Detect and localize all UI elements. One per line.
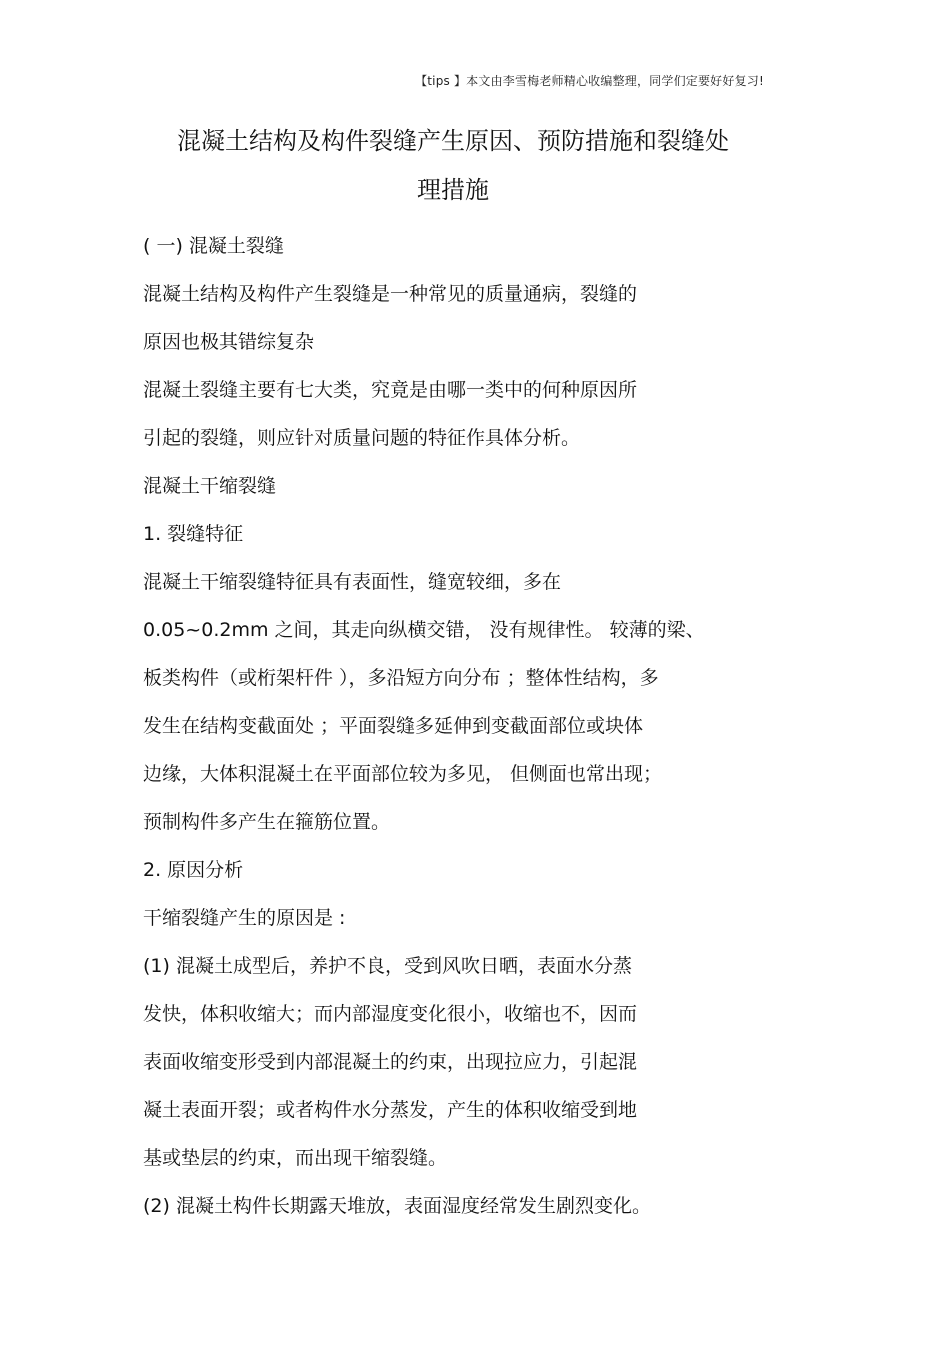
paragraph-line: (1) 混凝土成型后，养护不良，受到风吹日晒，表面水分蒸 — [143, 955, 632, 977]
paragraph-line: 边缘，大体积混凝土在平面部位较为多见， 但侧面也常出现； — [143, 763, 663, 785]
paragraph-line: 表面收缩变形受到内部混凝土的约束，出现拉应力，引起混 — [143, 1051, 638, 1073]
paragraph-line: 基或垫层的约束，而出现干缩裂缝。 — [143, 1147, 448, 1169]
subsection-heading: 1. 裂缝特征 — [143, 523, 244, 545]
paragraph-line: 混凝土结构及构件产生裂缝是一种常见的质量通病，裂缝的 — [143, 283, 638, 305]
paragraph-line: 板类构件（或桁架杆件 ），多沿短方向分布 ；整体性结构，多 — [143, 667, 659, 689]
paragraph-line: 干缩裂缝产生的原因是 : — [143, 907, 346, 929]
paragraph-line: 混凝土裂缝主要有七大类，究竟是由哪一类中的何种原因所 — [143, 379, 638, 401]
document-title-line-1: 混凝土结构及构件裂缝产生原因、预防措施和裂缝处 — [177, 127, 729, 155]
paragraph-line: 混凝土干缩裂缝特征具有表面性，缝宽较细，多在 — [143, 571, 562, 593]
document-title-line-2: 理措施 — [417, 176, 489, 204]
subsection-heading: 2. 原因分析 — [143, 859, 244, 881]
paragraph-line: 预制构件多产生在箍筋位置。 — [143, 811, 391, 833]
paragraph-line: 0.05~0.2mm 之间，其走向纵横交错， 没有规律性。 较薄的梁、 — [143, 619, 705, 641]
section-heading: ( 一) 混凝土裂缝 — [143, 235, 284, 257]
header-note: 【tips 】本文由李雪梅老师精心收编整理，同学们定要好好复习! — [415, 74, 764, 88]
paragraph-line: (2) 混凝土构件长期露天堆放，表面湿度经常发生剧烈变化。 — [143, 1195, 651, 1217]
subsection-heading: 混凝土干缩裂缝 — [143, 475, 277, 497]
paragraph-line: 原因也极其错综复杂 — [143, 331, 315, 353]
paragraph-line: 发生在结构变截面处 ；平面裂缝多延伸到变截面部位或块体 — [143, 715, 644, 737]
paragraph-line: 引起的裂缝，则应针对质量问题的特征作具体分析。 — [143, 427, 581, 449]
paragraph-line: 凝土表面开裂；或者构件水分蒸发，产生的体积收缩受到地 — [143, 1099, 638, 1121]
paragraph-line: 发快，体积收缩大；而内部湿度变化很小，收缩也不，因而 — [143, 1003, 638, 1025]
